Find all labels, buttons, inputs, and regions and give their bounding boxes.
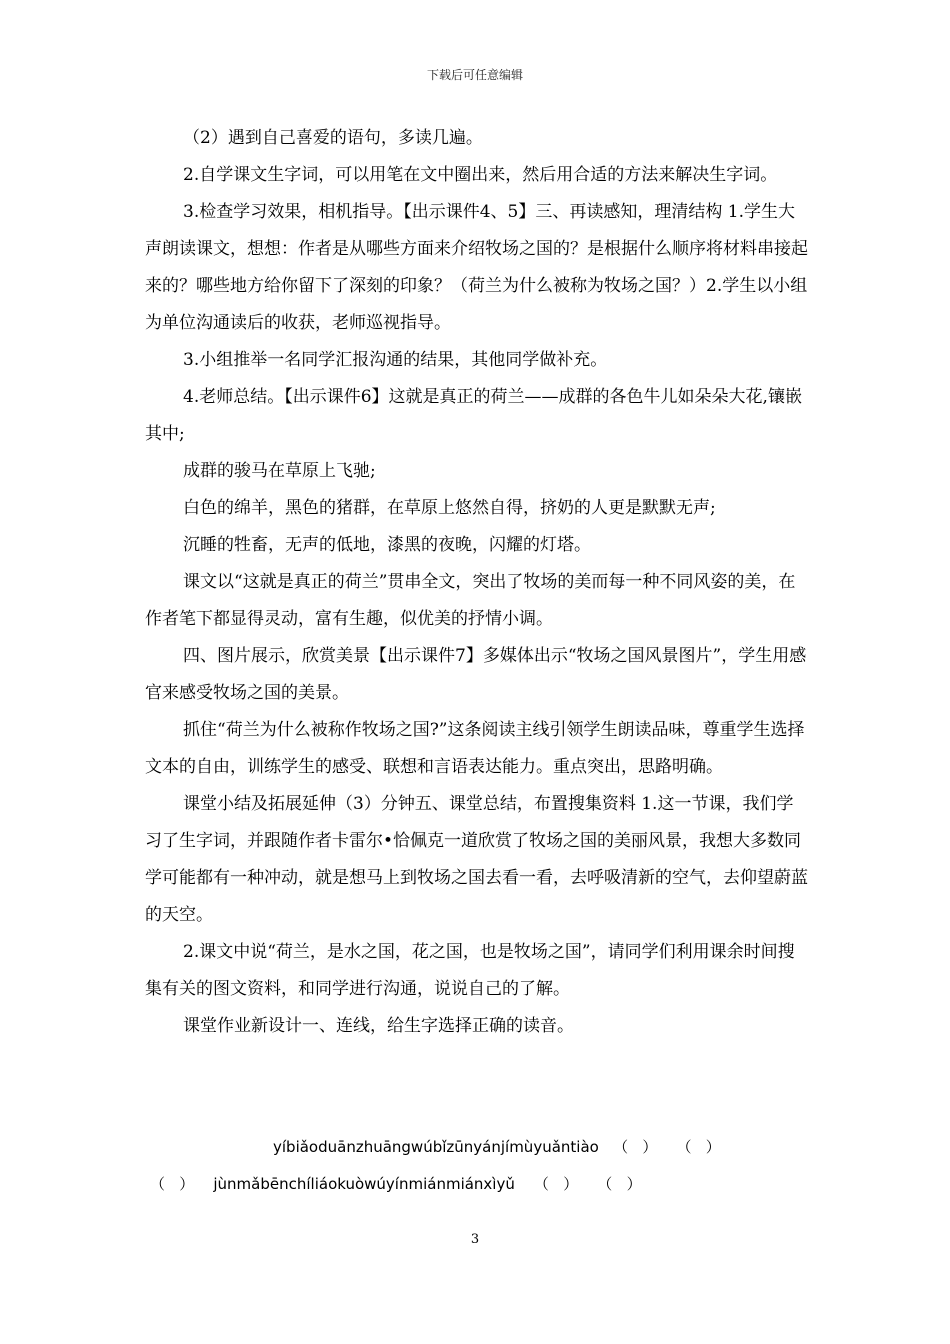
paragraph: 3.检查学习效果，相机指导。【出示课件4、5】三、再读感知，理清结构 1.学生大声朗读课文，想想：作者是从哪些方面来介绍牧场之国的？是根据什么顺序将材料串接起来的？哪些地方给你留下了深刻的印象？（荷兰为什么被称为牧场之国？）2.学生以小组为单位沟通读后的收获，老师巡视指导。	[145, 202, 808, 333]
page-number: 3	[470, 1232, 480, 1247]
paragraph: 沉睡的牲畜，无声的低地，漆黑的夜晚，闪耀的灯塔。	[183, 535, 591, 555]
paragraph: 抓住“荷兰为什么被称作牧场之国?”这条阅读主线引领学生朗读品味，尊重学生选择文本的自由，训练学生的感受、联想和言语表达能力。重点突出，思路明确。	[145, 720, 805, 777]
paragraph: （2）遇到自己喜爱的语句，多读几遍。	[183, 128, 483, 148]
document-body	[145, 120, 810, 1045]
paragraph: 3.小组推举一名同学汇报沟通的结果，其他同学做补充。	[183, 350, 608, 370]
paragraph: 课堂小结及拓展延伸（3）分钟五、课堂总结，布置搜集资料 1.这一节课，我们学习了生字词，并跟随作者卡雷尔•恰佩克一道欣赏了牧场之国的美丽风景，我想大多数同学可能都有一种冲动，就是想马上到牧场之国去看一看，去呼吸清新的空气，去仰望蔚蓝的天空。	[145, 794, 808, 925]
paragraph: 课文以“这就是真正的荷兰”贯串全文，突出了牧场的美而每一种不同风姿的美，在作者笔下都显得灵动，富有生趣，似优美的抒情小调。	[145, 572, 796, 629]
pinyin-row: yíbiǎoduānzhuāngwúbǐzūnyánjímùyuǎntiào （ ） （ ）	[273, 1138, 721, 1156]
paragraph: 成群的骏马在草原上飞驰;	[183, 461, 376, 481]
pinyin-row: （ ） jùnmǎbēnchíliáokuòwúyínmiánmiánxìyǔ （ ） （ ）	[150, 1175, 642, 1193]
paragraph: 课堂作业新设计一、连线，给生字选择正确的读音。	[183, 1016, 574, 1036]
paragraph: 2.自学课文生字词，可以用笔在文中圈出来，然后用合适的方法来解决生字词。	[183, 165, 778, 185]
paragraph: 2.课文中说“荷兰，是水之国，花之国，也是牧场之国”，请同学们利用课余时间搜集有关的图文资料，和同学进行沟通，说说自己的了解。	[145, 942, 795, 999]
page-header: 下载后可任意编辑	[426, 68, 523, 82]
paragraph: 四、图片展示，欣赏美景【出示课件7】多媒体出示“牧场之国风景图片”，学生用感官来感受牧场之国的美景。	[145, 646, 807, 703]
paragraph: 白色的绵羊，黑色的猪群，在草原上悠然自得，挤奶的人更是默默无声;	[183, 498, 716, 518]
paragraph: 4.老师总结。【出示课件6】这就是真正的荷兰——成群的各色牛儿如朵朵大花,镶嵌其中;	[145, 387, 802, 444]
